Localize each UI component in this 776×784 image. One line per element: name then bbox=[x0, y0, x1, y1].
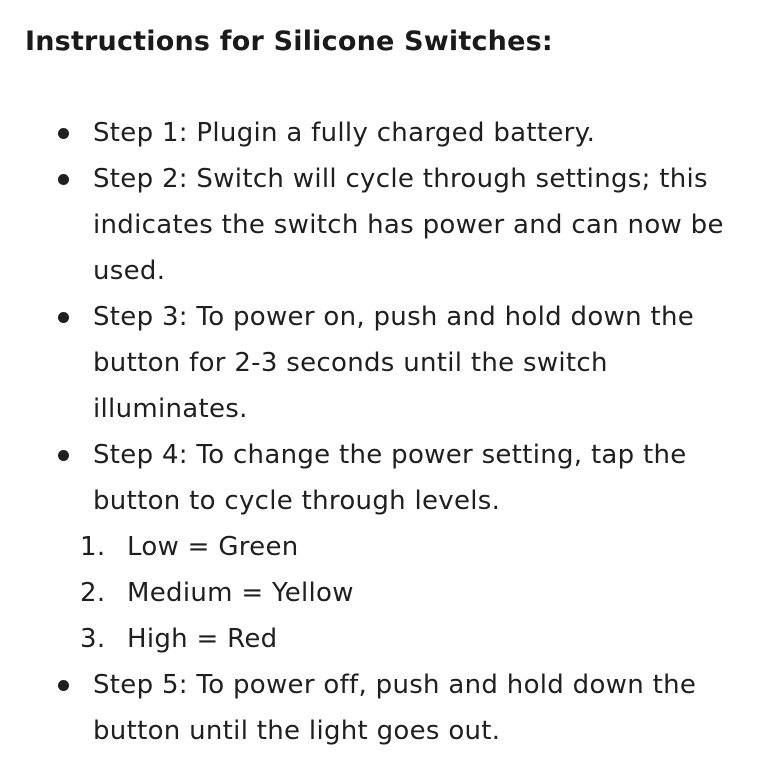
level-item-low bbox=[0, 524, 776, 570]
power-levels bbox=[0, 524, 776, 662]
bullet-icon bbox=[58, 312, 69, 323]
step-5 bbox=[0, 662, 733, 754]
level-number: 1. bbox=[80, 532, 106, 562]
bullet-icon bbox=[58, 174, 69, 185]
level-number: 2. bbox=[80, 578, 106, 608]
level-text: High = Red bbox=[127, 624, 278, 654]
step-text: Step 3: To power on, push and hold down the button for 2-3 seconds until the switch illuminates. bbox=[93, 302, 695, 424]
level-item-high bbox=[0, 616, 776, 662]
power-levels-list bbox=[0, 524, 776, 662]
bullet-icon bbox=[58, 450, 69, 461]
level-item-medium bbox=[0, 570, 776, 616]
step-1 bbox=[0, 110, 733, 156]
level-text: Medium = Yellow bbox=[127, 578, 354, 608]
step-2 bbox=[0, 156, 733, 294]
step-text: Step 2: Switch will cycle through settings; this indicates the switch has power and can now be used. bbox=[93, 164, 724, 286]
bullet-icon bbox=[58, 128, 69, 139]
level-number: 3. bbox=[80, 624, 106, 654]
step-4 bbox=[0, 432, 733, 524]
steps-list bbox=[0, 110, 776, 754]
step-text: Step 4: To change the power setting, tap the button to cycle through levels. bbox=[93, 440, 687, 516]
level-text: Low = Green bbox=[127, 532, 299, 562]
step-text: Step 5: To power off, push and hold down the button until the light goes out. bbox=[93, 670, 697, 746]
step-3 bbox=[0, 294, 733, 432]
step-text: Step 1: Plugin a fully charged battery. bbox=[93, 118, 596, 148]
bullet-icon bbox=[58, 680, 69, 691]
page-title: Instructions for Silicone Switches: bbox=[25, 26, 553, 57]
